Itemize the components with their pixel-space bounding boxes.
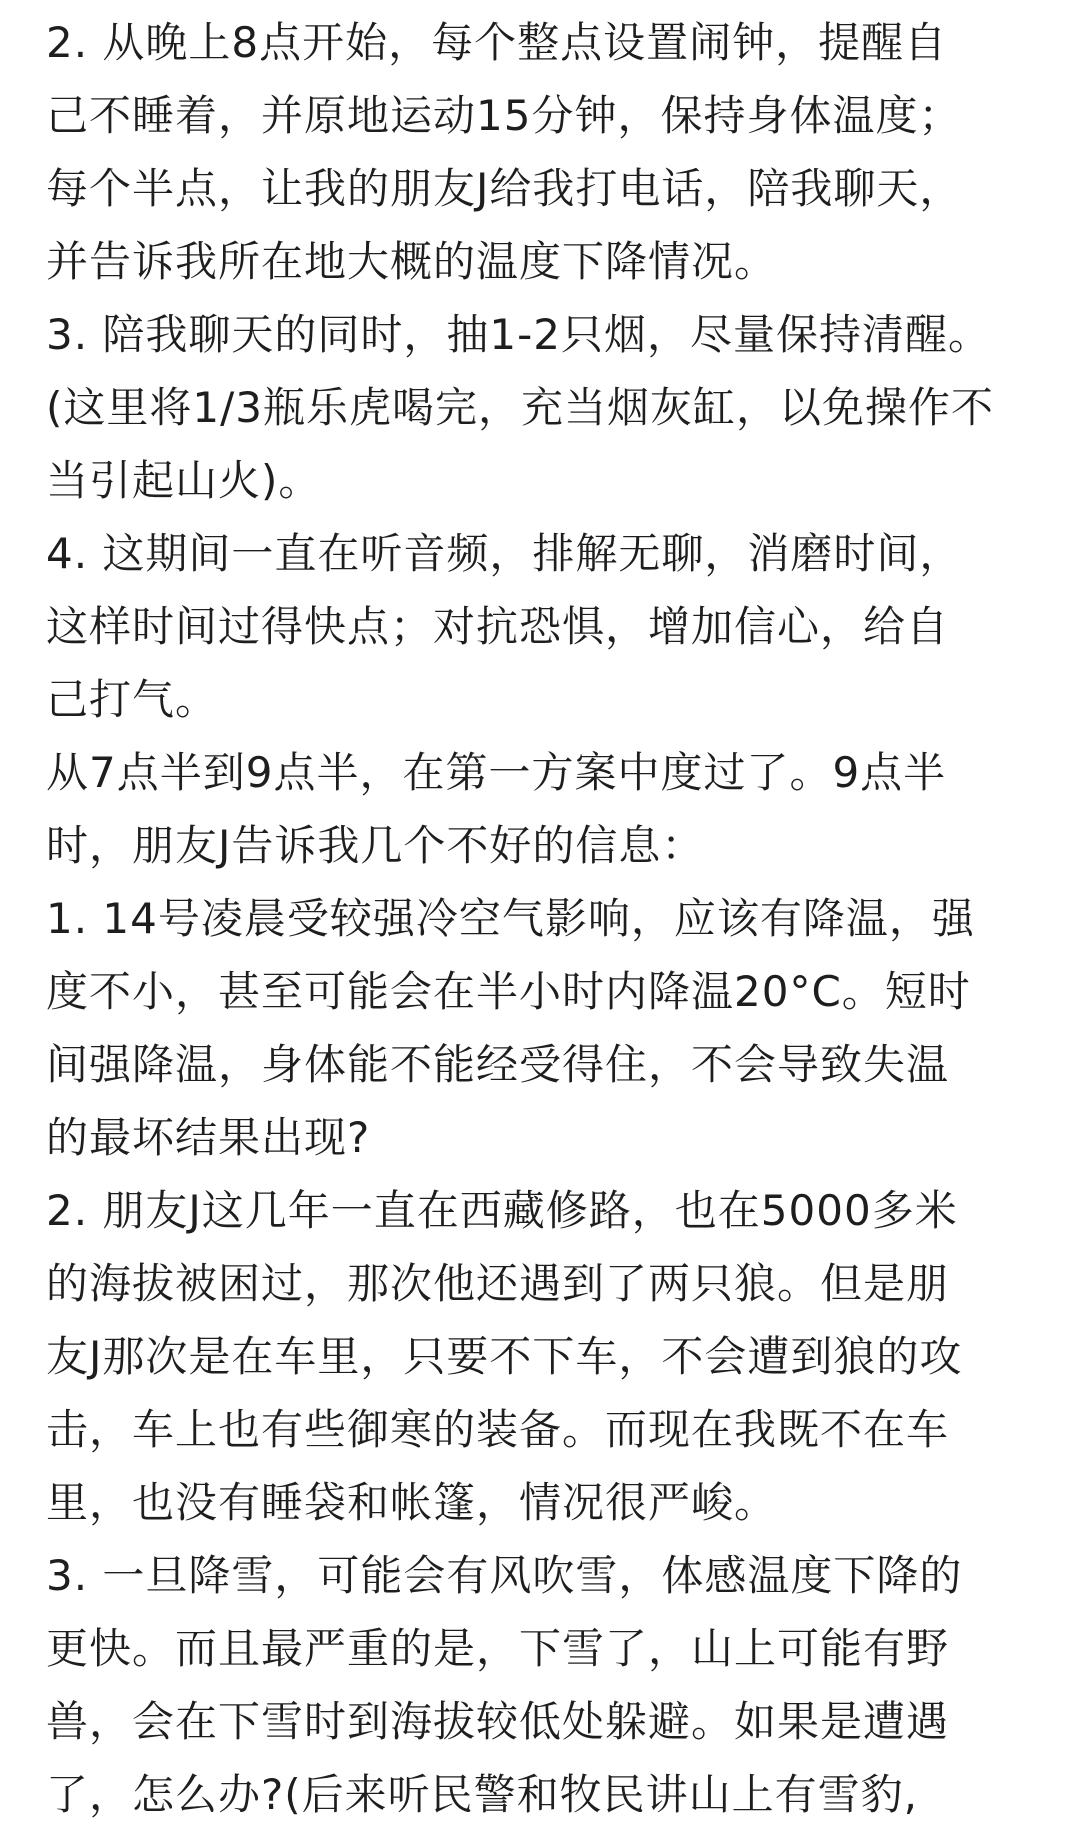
article-body xyxy=(46,6,1046,1831)
paragraph-time-summary: 从7点半到9点半，在第一方案中度过了。9点半 时，朋友J告诉我几个不好的信息： xyxy=(46,748,947,870)
paragraph-item-3-smoking: 3. 陪我聊天的同时，抽1-2只烟，尽量保持清醒。 (这里将1/3瓶乐虎喝完，充当烟灰缸，以免操作不 当引起山火)。 xyxy=(46,310,994,505)
paragraph-item-4-audio: 4. 这期间一直在听音频，排解无聊，消磨时间， 这样时间过得快点；对抗恐惧，增加信心，给自 己打气。 xyxy=(46,529,963,724)
paragraph-bad-news-1-cold-air: 1. 14号凌晨受较强冷空气影响，应该有降温，强 度不小，甚至可能会在半小时内降温20°C。短时 间强降温，身体能不能经受得住，不会导致失温 的最坏结果出现? xyxy=(46,894,975,1162)
paragraph-item-2-alarm-plan: 2. 从晚上8点开始，每个整点设置闹钟，提醒自 己不睡着，并原地运动15分钟，保持身体温度； 每个半点，让我的朋友J给我打电话，陪我聊天， 并告诉我所在地大概的温度下降情况。 xyxy=(46,18,963,286)
paragraph-bad-news-3-snow: 3. 一旦降雪，可能会有风吹雪，体感温度下降的 更快。而且最严重的是，下雪了，山上可能有野 兽，会在下雪时到海拔较低处躲避。如果是遭遇 了，怎么办?(后来听民警和牧民讲山上有雪豹, xyxy=(46,1551,963,1819)
paragraph-bad-news-2-friend-tibet: 2. 朋友J这几年一直在西藏修路，也在5000多米 的海拔被困过，那次他还遇到了两只狼。但是朋 友J那次是在车里，只要不下车，不会遭到狼的攻 击，车上也有些御寒的装备。而现在我既不在车 里，也没有睡袋和帐篷，情况很严峻。 xyxy=(46,1186,963,1527)
